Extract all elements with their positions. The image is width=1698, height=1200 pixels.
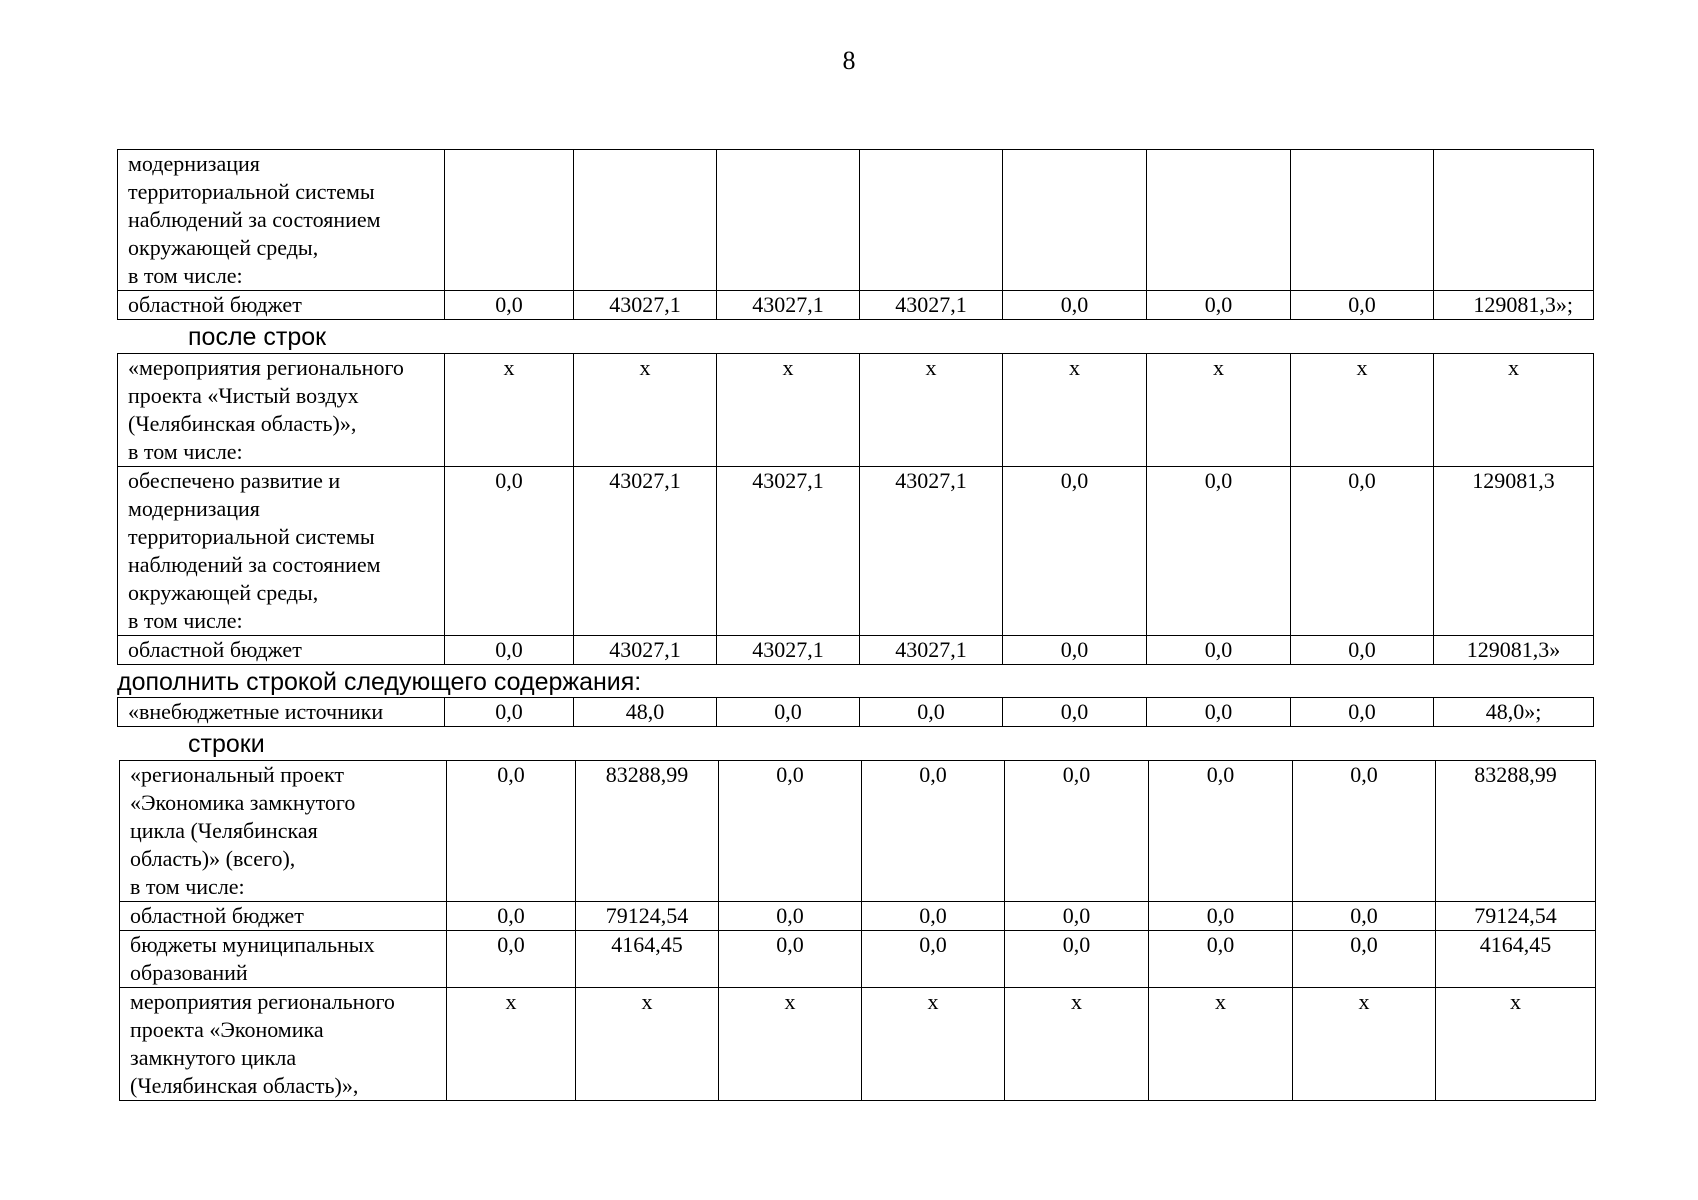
row-label: «внебюджетные источники — [118, 698, 445, 727]
table-cell: x — [447, 988, 576, 1101]
row-label: «региональный проект «Экономика замкнутого цикла (Челябинская область)» (всего), в том числе: — [120, 761, 447, 902]
table-cell: 0,0 — [719, 902, 862, 931]
row-label: бюджеты муниципальных образований — [120, 931, 447, 988]
table-cell: 0,0 — [1003, 291, 1147, 320]
table-cell — [1434, 150, 1594, 291]
table-cell: 0,0 — [717, 698, 860, 727]
table-cell: x — [860, 354, 1003, 467]
table-cell: 0,0 — [1291, 636, 1434, 665]
table-cell: 43027,1 — [860, 636, 1003, 665]
instruction-after-rows: после строк — [188, 323, 327, 351]
row-label: модернизация территориальной системы наблюдений за состоянием окружающей среды, в том числе: — [118, 150, 445, 291]
page-number: 8 — [842, 46, 856, 75]
table-cell: 0,0 — [1005, 761, 1149, 902]
table-cell: 0,0 — [862, 931, 1005, 988]
budget-table-2 — [117, 353, 1594, 665]
table-cell: x — [574, 354, 717, 467]
table-cell: 0,0 — [1149, 902, 1293, 931]
table-cell: x — [576, 988, 719, 1101]
table-cell: 129081,3»; — [1434, 291, 1594, 320]
table-cell — [574, 150, 717, 291]
table-cell: 0,0 — [1293, 902, 1436, 931]
table-row — [120, 988, 1596, 1101]
table-cell: x — [1147, 354, 1291, 467]
table-cell: 83288,99 — [1436, 761, 1596, 902]
budget-table-3 — [117, 697, 1594, 727]
row-label: областной бюджет — [120, 902, 447, 931]
table-cell: 0,0 — [445, 291, 574, 320]
table-cell: 0,0 — [1149, 931, 1293, 988]
table-cell — [1003, 150, 1147, 291]
table-cell: 0,0 — [1147, 698, 1291, 727]
table-cell: 43027,1 — [574, 636, 717, 665]
table-cell: 0,0 — [719, 761, 862, 902]
table-row — [120, 931, 1596, 988]
table-cell: 0,0 — [1003, 636, 1147, 665]
table-cell: x — [1149, 988, 1293, 1101]
table-cell: 43027,1 — [717, 467, 860, 636]
instruction-add-row: дополнить строкой следующего содержания: — [117, 668, 642, 696]
table-cell: 129081,3» — [1434, 636, 1594, 665]
table-row — [118, 467, 1594, 636]
row-label: обеспечено развитие и модернизация территориальной системы наблюдений за состоянием окружающей среды, в том числе: — [118, 467, 445, 636]
table-cell: 0,0 — [1003, 467, 1147, 636]
table-cell: 0,0 — [862, 902, 1005, 931]
table-cell: x — [719, 988, 862, 1101]
table-cell: 0,0 — [860, 698, 1003, 727]
row-label: областной бюджет — [118, 291, 445, 320]
table-cell: 83288,99 — [576, 761, 719, 902]
table-cell: 0,0 — [445, 698, 574, 727]
table-cell: 0,0 — [447, 902, 576, 931]
table-cell: 43027,1 — [574, 291, 717, 320]
budget-table-4 — [119, 760, 1596, 1101]
table-cell: 79124,54 — [576, 902, 719, 931]
table-cell: 0,0 — [719, 931, 862, 988]
table-cell: 43027,1 — [860, 467, 1003, 636]
table-cell: 43027,1 — [574, 467, 717, 636]
table-cell: x — [1293, 988, 1436, 1101]
table-cell: 0,0 — [1147, 291, 1291, 320]
table-cell: 43027,1 — [717, 636, 860, 665]
table-cell: 79124,54 — [1436, 902, 1596, 931]
table-row — [120, 902, 1596, 931]
table-cell: 0,0 — [1003, 698, 1147, 727]
table-cell: 0,0 — [447, 931, 576, 988]
table-cell: 0,0 — [1147, 636, 1291, 665]
table-cell: 43027,1 — [717, 291, 860, 320]
table-cell — [445, 150, 574, 291]
table-cell: x — [1434, 354, 1594, 467]
table-cell: 0,0 — [1291, 291, 1434, 320]
table-cell: x — [862, 988, 1005, 1101]
table-cell: x — [445, 354, 574, 467]
table-row — [118, 698, 1594, 727]
table-cell: x — [1003, 354, 1147, 467]
table-row — [118, 354, 1594, 467]
table-cell: 0,0 — [445, 636, 574, 665]
table-cell: 4164,45 — [576, 931, 719, 988]
table-cell — [1147, 150, 1291, 291]
table-row — [118, 291, 1594, 320]
table-cell: 0,0 — [1005, 902, 1149, 931]
table-cell: 48,0 — [574, 698, 717, 727]
table-cell: 0,0 — [447, 761, 576, 902]
table-cell: 0,0 — [1291, 698, 1434, 727]
table-cell — [717, 150, 860, 291]
table-cell: 0,0 — [862, 761, 1005, 902]
table-cell: 0,0 — [1147, 467, 1291, 636]
table-cell: 4164,45 — [1436, 931, 1596, 988]
instruction-rows: строки — [188, 730, 265, 758]
table-row — [118, 150, 1594, 291]
table-cell: 0,0 — [445, 467, 574, 636]
table-cell: 48,0»; — [1434, 698, 1594, 727]
table-cell: 129081,3 — [1434, 467, 1594, 636]
row-label: областной бюджет — [118, 636, 445, 665]
table-row — [118, 636, 1594, 665]
table-cell — [1291, 150, 1434, 291]
table-cell: 0,0 — [1293, 931, 1436, 988]
table-cell: 0,0 — [1149, 761, 1293, 902]
row-label: мероприятия регионального проекта «Экономика замкнутого цикла (Челябинская область)», — [120, 988, 447, 1101]
budget-table-1 — [117, 149, 1594, 320]
table-cell: 0,0 — [1293, 761, 1436, 902]
table-cell — [860, 150, 1003, 291]
table-cell: x — [1436, 988, 1596, 1101]
table-cell: 43027,1 — [860, 291, 1003, 320]
table-cell: x — [1005, 988, 1149, 1101]
table-cell: x — [717, 354, 860, 467]
table-cell: 0,0 — [1291, 467, 1434, 636]
table-cell: x — [1291, 354, 1434, 467]
table-row — [120, 761, 1596, 902]
row-label: «мероприятия регионального проекта «Чистый воздух (Челябинская область)», в том числе: — [118, 354, 445, 467]
table-cell: 0,0 — [1005, 931, 1149, 988]
